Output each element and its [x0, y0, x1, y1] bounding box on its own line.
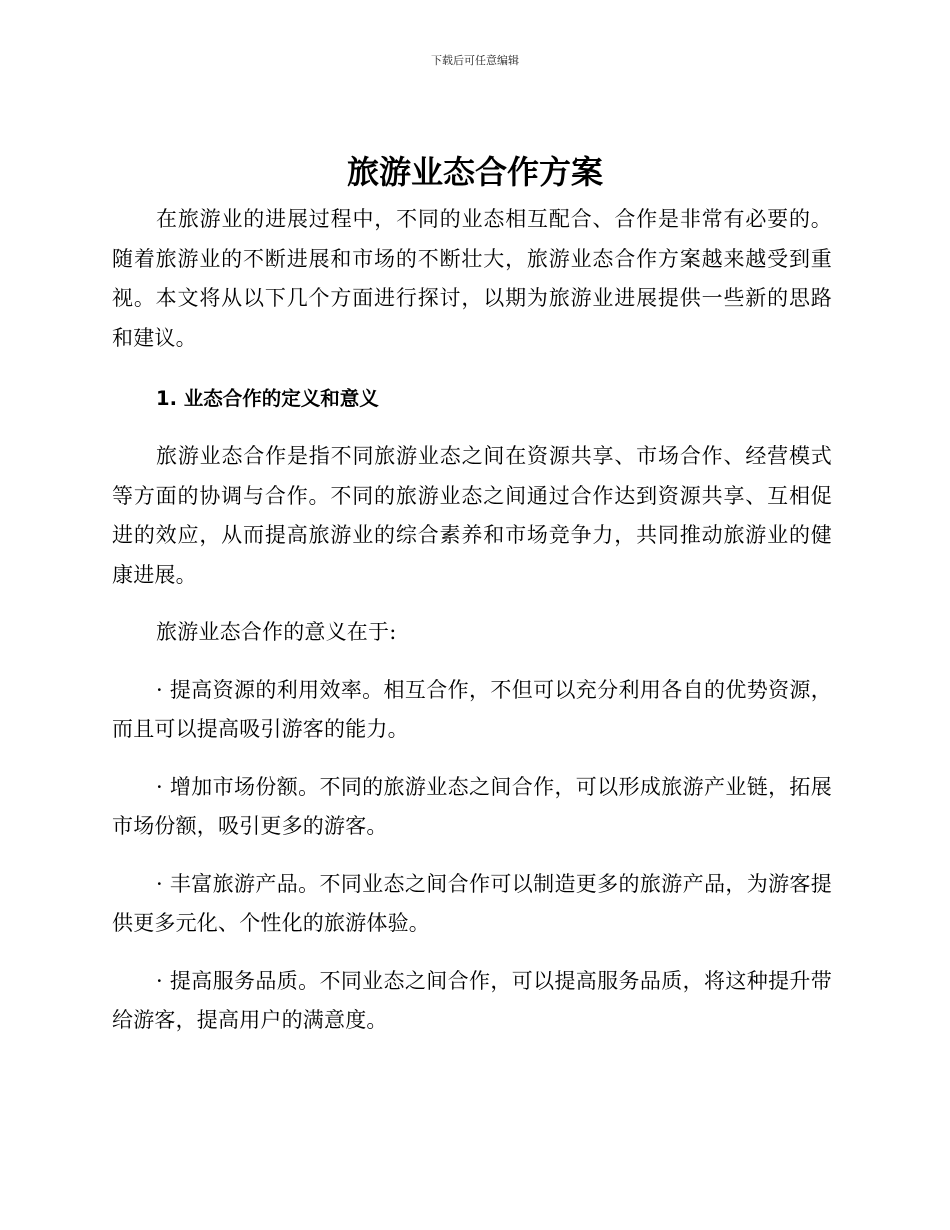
bullet-item: · 提高资源的利用效率。相互合作，不但可以充分利用各自的优势资源，而且可以提高吸引游客的能力。: [112, 677, 832, 741]
definition-paragraph: 旅游业态合作是指不同旅游业态之间在资源共享、市场合作、经营模式等方面的协调与合作。不同的旅游业态之间通过合作达到资源共享、互相促进的效应，从而提高旅游业的综合素养和市场竞争力，共同推动旅游业的健康进展。: [112, 444, 832, 587]
bullet-item: · 提高服务品质。不同业态之间合作，可以提高服务品质，将这种提升带给游客，提高用户的满意度。: [112, 968, 832, 1032]
intro-paragraph: 在旅游业的进展过程中，不同的业态相互配合、合作是非常有必要的。随着旅游业的不断进展和市场的不断壮大，旅游业态合作方案越来越受到重视。本文将从以下几个方面进行探讨，以期为旅游业进展提供一些新的思路和建议。: [112, 207, 832, 350]
meaning-lead-paragraph: 旅游业态合作的意义在于:: [156, 620, 397, 644]
document-body: [112, 200, 832, 1041]
bullet-item: · 丰富旅游产品。不同业态之间合作可以制造更多的旅游产品，为游客提供更多元化、个性化的旅游体验。: [112, 871, 832, 935]
bullet-item: · 增加市场份额。不同的旅游业态之间合作，可以形成旅游产业链，拓展市场份额，吸引更多的游客。: [112, 774, 832, 838]
header-note: 下载后可任意编辑: [431, 54, 519, 67]
section-heading: 1. 业态合作的定义和意义: [156, 387, 379, 410]
document-title: 旅游业态合作方案: [346, 153, 603, 191]
